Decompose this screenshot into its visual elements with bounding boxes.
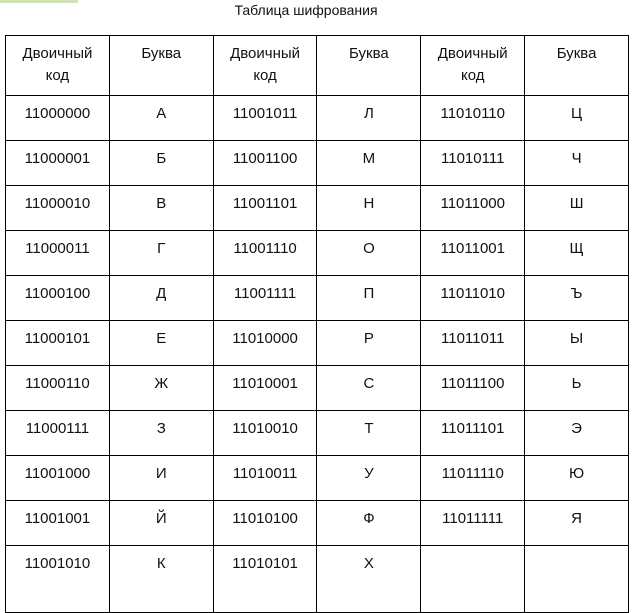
letter-cell: Ш <box>525 186 629 231</box>
letter-cell: Н <box>317 186 421 231</box>
letter-cell: В <box>109 186 213 231</box>
table-body <box>6 96 629 613</box>
letter-cell: Й <box>109 501 213 546</box>
table-row <box>6 321 629 366</box>
table-row <box>6 366 629 411</box>
binary-code-cell: 11001001 <box>6 501 110 546</box>
binary-code-cell: 11010101 <box>213 546 317 613</box>
binary-code-cell: 11011000 <box>421 186 525 231</box>
table-row <box>6 501 629 546</box>
letter-cell: Д <box>109 276 213 321</box>
letter-cell: Р <box>317 321 421 366</box>
letter-cell <box>525 546 629 613</box>
binary-code-cell: 11010111 <box>421 141 525 186</box>
letter-cell: У <box>317 456 421 501</box>
letter-cell: Ю <box>525 456 629 501</box>
binary-code-cell: 11011011 <box>421 321 525 366</box>
binary-code-cell: 11001011 <box>213 96 317 141</box>
letter-cell: Г <box>109 231 213 276</box>
header-letter: Буква <box>525 36 629 96</box>
binary-code-cell: 11010011 <box>213 456 317 501</box>
table-row <box>6 141 629 186</box>
letter-cell: Л <box>317 96 421 141</box>
binary-code-cell: 11000101 <box>6 321 110 366</box>
letter-cell: О <box>317 231 421 276</box>
letter-cell: И <box>109 456 213 501</box>
binary-code-cell <box>421 546 525 613</box>
binary-code-cell: 11010100 <box>213 501 317 546</box>
letter-cell: Ъ <box>525 276 629 321</box>
binary-code-cell: 11000100 <box>6 276 110 321</box>
letter-cell: К <box>109 546 213 613</box>
binary-code-cell: 11011100 <box>421 366 525 411</box>
letter-cell: Ь <box>525 366 629 411</box>
binary-code-cell: 11000000 <box>6 96 110 141</box>
letter-cell: Ч <box>525 141 629 186</box>
binary-code-cell: 11000111 <box>6 411 110 456</box>
binary-code-cell: 11001100 <box>213 141 317 186</box>
cipher-table <box>5 35 629 613</box>
binary-code-cell: 11000110 <box>6 366 110 411</box>
letter-cell: Я <box>525 501 629 546</box>
binary-code-cell: 11010010 <box>213 411 317 456</box>
letter-cell: Х <box>317 546 421 613</box>
binary-code-cell: 11001101 <box>213 186 317 231</box>
letter-cell: Т <box>317 411 421 456</box>
header-binary-code: Двоичный код <box>421 36 525 96</box>
binary-code-cell: 11010110 <box>421 96 525 141</box>
page-title: Таблица шифрования <box>234 2 378 18</box>
binary-code-cell: 11010001 <box>213 366 317 411</box>
binary-code-cell: 11011101 <box>421 411 525 456</box>
header-letter: Буква <box>317 36 421 96</box>
letter-cell: М <box>317 141 421 186</box>
binary-code-cell: 11011010 <box>421 276 525 321</box>
letter-cell: Ж <box>109 366 213 411</box>
binary-code-cell: 11001000 <box>6 456 110 501</box>
letter-cell: С <box>317 366 421 411</box>
binary-code-cell: 11000001 <box>6 141 110 186</box>
binary-code-cell: 11001110 <box>213 231 317 276</box>
letter-cell: Б <box>109 141 213 186</box>
table-header <box>6 36 629 96</box>
binary-code-cell: 11001010 <box>6 546 110 613</box>
letter-cell: Ы <box>525 321 629 366</box>
letter-cell: Ц <box>525 96 629 141</box>
header-binary-code: Двоичный код <box>213 36 317 96</box>
letter-cell: Е <box>109 321 213 366</box>
letter-cell: Щ <box>525 231 629 276</box>
binary-code-cell: 11000011 <box>6 231 110 276</box>
table-row <box>6 96 629 141</box>
binary-code-cell: 11001111 <box>213 276 317 321</box>
table-row <box>6 231 629 276</box>
table-row <box>6 546 629 613</box>
table-row <box>6 411 629 456</box>
binary-code-cell: 11010000 <box>213 321 317 366</box>
table-row <box>6 276 629 321</box>
letter-cell: А <box>109 96 213 141</box>
binary-code-cell: 11011001 <box>421 231 525 276</box>
table-row <box>6 456 629 501</box>
header-binary-code: Двоичный код <box>6 36 110 96</box>
letter-cell: З <box>109 411 213 456</box>
header-row <box>6 36 629 96</box>
binary-code-cell: 11011111 <box>421 501 525 546</box>
letter-cell: П <box>317 276 421 321</box>
letter-cell: Ф <box>317 501 421 546</box>
binary-code-cell: 11000010 <box>6 186 110 231</box>
header-letter: Буква <box>109 36 213 96</box>
table-row <box>6 186 629 231</box>
letter-cell: Э <box>525 411 629 456</box>
binary-code-cell: 11011110 <box>421 456 525 501</box>
